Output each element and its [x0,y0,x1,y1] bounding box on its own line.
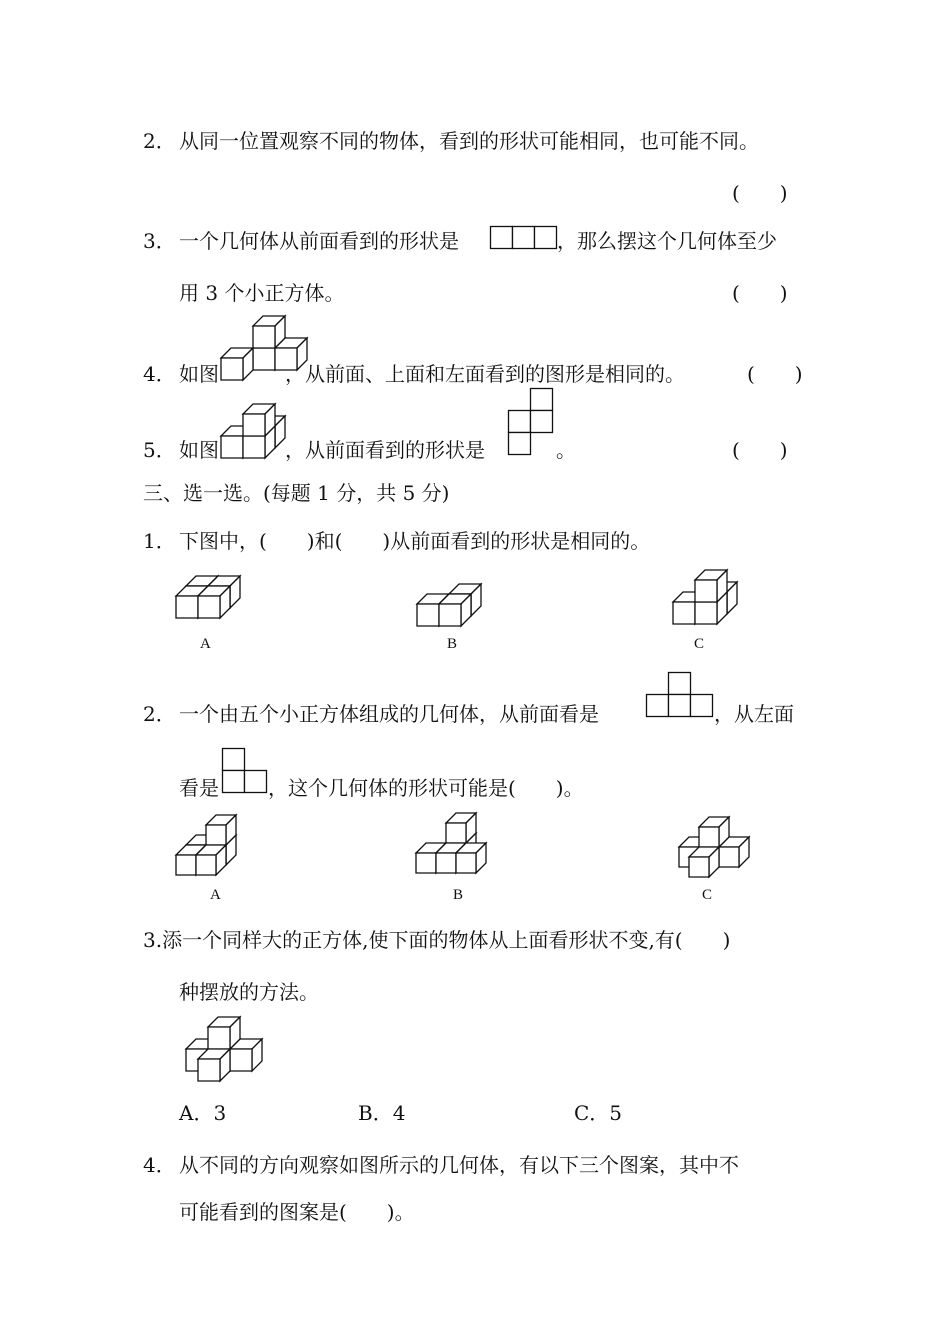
q3-1-text: 下图中，( )和( )从前面看到的形状是相同的。 [179,529,651,553]
q3-1-figure-c [672,566,742,628]
q3-4-line2: 可能看到的图案是( )。 [179,1200,415,1224]
q3-2-front-view-figure [646,672,718,720]
cube-front-face [230,1049,252,1071]
q3-4-text: 从不同的方向观察如图所示的几何体，有以下三个图案，其中不 [179,1153,739,1177]
q3-2-figure-a [175,817,265,879]
q3-1-figure-a [175,572,245,622]
q2-5-text-b: ，从前面看到的形状是 [285,438,485,462]
q3-3-option-a[interactable]: A．3 [179,1101,227,1125]
cube-front-face [719,847,739,867]
q2-3-number-label: 3． [143,229,176,253]
q3-3-line1: 3.添一个同样大的正方体,使下面的物体从上面看形状不变,有( ) [143,928,731,952]
q3-3-line2: 种摆放的方法。 [179,980,319,1004]
cube-front-face [436,853,456,873]
cube-front-face [253,348,275,370]
cube-front-face [699,827,719,847]
cube-front-face [439,604,461,626]
cube-front-face [208,1027,230,1049]
cube-front-face [689,857,709,877]
cube-front-face [253,326,275,348]
q2-4-number: 4． [143,362,176,386]
q3-3-option-b[interactable]: B．4 [358,1101,406,1125]
q3-3-option-c[interactable]: C．5 [574,1101,623,1125]
cube-front-face [695,580,717,602]
q2-3-answer-paren[interactable]: ( ) [732,281,788,305]
q2-3-line2: 用 3 个小正方体。 [179,281,345,305]
q2-5-number: 5． [143,438,176,462]
q2-3-text-a: 一个几何体从前面看到的形状是 [179,229,459,253]
cube-front-face [221,436,243,458]
q2-4-answer-paren[interactable]: ( ) [747,362,803,386]
cube-front-face [206,825,226,845]
q3-1-number: 1． [143,529,176,553]
cube-front-face [446,823,466,843]
q3-2-figure-b [415,815,505,877]
q3-2-number: 2． [143,702,176,726]
q3-4-number: 4． [143,1153,176,1177]
cube-front-face [416,853,436,873]
part3-heading: 三、选一选。(每题 1 分，共 5 分) [143,481,450,505]
q3-1-figure-b [416,580,496,630]
q3-2-line2-a: 看是 [179,776,219,800]
q3-1-label-c: C [694,636,705,652]
cube-front-face [196,855,216,875]
cube-front-face [456,853,476,873]
q3-2-label-c: C [702,887,713,903]
q2-3-front-view-figure [490,226,560,250]
q3-1-label-a: A [200,636,211,652]
q3-2-text-b: ，从左面 [714,702,794,726]
cube-front-face [176,855,196,875]
q3-2-figure-c [668,813,758,881]
q3-1-label-b: B [447,636,458,652]
q2-5-text-c: 。 [556,438,576,462]
cube-front-face [198,596,220,618]
q3-2-label-b: B [453,887,464,903]
q2-2-answer-paren[interactable]: ( ) [732,181,788,205]
cube-front-face [221,358,243,380]
q2-4-cube-figure [220,314,290,382]
cube-front-face [198,1059,220,1081]
cube-front-face [243,414,265,436]
q3-2-line2-b: ，这个几何体的形状可能是( )。 [268,776,584,800]
q3-2-text-a: 一个由五个小正方体组成的几何体，从前面看是 [179,702,599,726]
q3-3-figure [175,1013,275,1085]
q2-2-text: 从同一位置观察不同的物体，看到的形状可能相同，也可能不同。 [179,129,759,153]
q2-4-text-b: ，从前面、上面和左面看到的图形是相同的。 [285,362,685,386]
cube-front-face [673,602,695,624]
q2-2-number: 2． [143,129,176,153]
q2-3-text-b: ，那么摆这个几何体至少 [557,229,777,253]
q2-5-answer-paren[interactable]: ( ) [732,438,788,462]
cube-front-face [695,602,717,624]
q2-5-front-view-figure [508,388,558,460]
q3-2-left-view-figure [222,748,272,796]
q3-2-label-a: A [210,887,221,903]
q2-5-cube-figure [220,392,290,460]
cube-front-face [176,596,198,618]
cube-front-face [417,604,439,626]
q2-5-text-a: 如图 [179,438,219,462]
q2-4-text-a: 如图 [179,362,219,386]
cube-front-face [243,436,265,458]
